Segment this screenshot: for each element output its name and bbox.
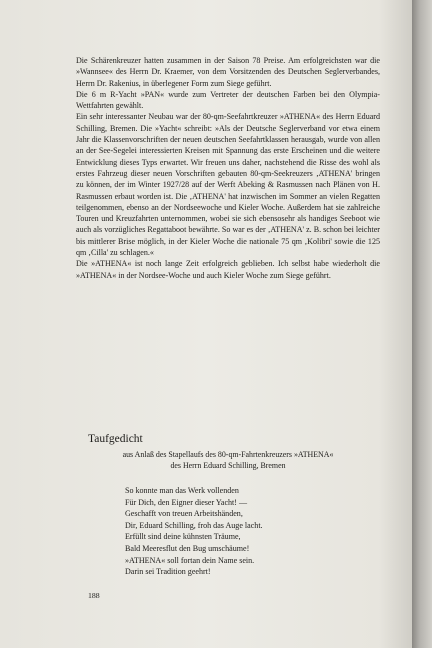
poem-line: So konnte man das Werk vollenden xyxy=(125,486,239,495)
page-number: 188 xyxy=(88,591,100,600)
poem-subtitle-line: des Herrn Eduard Schilling, Bremen xyxy=(170,461,286,471)
poem-line: Geschafft von treuen Arbeitshänden, xyxy=(125,509,243,519)
body-text xyxy=(76,55,380,281)
poem-subtitle-line: aus Anlaß des Stapellaufs des 80-qm-Fahrtenkreuzers »ATHENA« xyxy=(122,450,334,459)
paragraph-athena-erfolg: Die »ATHENA« ist noch lange Zeit erfolgreich geblieben. Ich selbst habe wiederholt die »ATHENA« in der Nordsee-Woche und auch Kieler Woche zum Siege geführt. xyxy=(76,259,380,280)
paragraph-schaerenkreuzer: Die Schärenkreuzer hatten zusammen in der Saison 78 Preise. Am erfolgreichsten war die »Wannsee« des Herrn Dr. Kraemer, von dem Vorsitzenden des Deutschen Seglerverbandes, Herrn Dr. Rakenius, in überlegener Form zum Siege geführt. xyxy=(76,56,380,88)
poem-verses xyxy=(125,485,263,578)
poem-line: »ATHENA« soll fortan dein Name sein. xyxy=(125,555,255,565)
poem-line: Für Dich, den Eigner dieser Yacht! — xyxy=(125,497,248,507)
poem-line: Darin sei Tradition geehrt! xyxy=(125,567,211,577)
poem-line: Bald Meeresflut den Bug umschäume! xyxy=(125,543,250,553)
paragraph-athena-neubau: Ein sehr interessanter Neubau war der 80-qm-Seefahrtkreuzer »ATHENA« des Herrn Eduard Schilling, Bremen. Die »Yacht« schreibt: »Als der Deutsche Seglerverband vor etwa einem Jahr die Klassenvorschriften der neuen deutschen Seefahrtklassen herausgab, wurde von allen an der See-Segelei interessierten Kreisen mit Spannung das erste Erscheinen und die weitere Entwicklung dieses Typs erwartet. Wir freuen uns daher, nachstehend die Risse des wohl als erstes Fahrzeug dieser neuen Vorschriften gebauten 80-qm-Seekreuzers ‚ATHENA' bringen zu können, der im Winter 1927/28 auf der Werft Abeking & Rasmussen nach Plänen von H. Rasmussen erbaut worden ist. Die ‚ATHENA' hat inzwischen im Sommer an vielen Regatten teilgenommen, ebenso an der Nordseewoche und Kieler Woche. Außerdem hat sie zahlreiche Touren und Kreuzfahrten unternommen, wobei sie sich ebensosehr als handiges Seeboot wie auch als vorzügliches Regattaboot bewährte. So war es der ‚ATHENA' z. B. schon bei leichter bis mittlerer Brise möglich, in der Kieler Woche die nationale 75 qm ‚Kolibri' sowie die 125 qm ‚Cilla' zu schlagen.« xyxy=(76,112,380,258)
poem-line: Dir, Eduard Schilling, froh das Auge lacht. xyxy=(125,520,263,530)
poem-subtitle xyxy=(76,449,380,472)
poem-line: Erfüllt sind deine kühnsten Träume, xyxy=(125,532,241,542)
paragraph-pan: Die 6 m R-Yacht »PAN« wurde zum Vertreter der deutschen Farben bei den Olympia-Wettfahrten gewählt. xyxy=(76,89,380,111)
book-gutter xyxy=(412,0,432,648)
poem-title: Taufgedicht xyxy=(88,433,143,445)
